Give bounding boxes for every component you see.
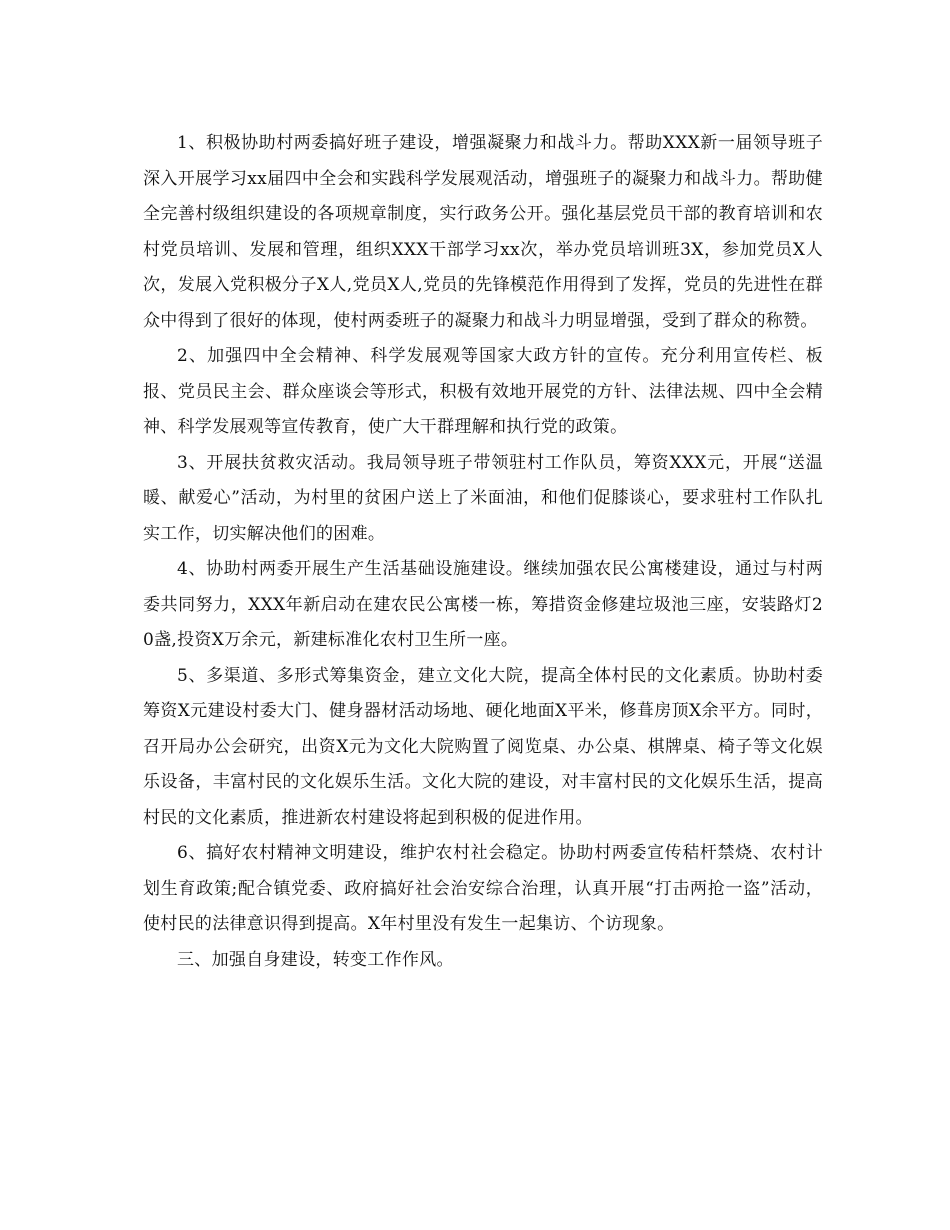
paragraph-6: 6、搞好农村精神文明建设，维护农村社会稳定。协助村两委宣传秸杆禁烧、农村计划生育政策;配合镇党委、政府搞好社会治安综合治理，认真开展“打击两抢一盗”活动，使村民的法律意识得到提高。X年村里没有发生一起集访、个访现象。 [143, 843, 823, 934]
paragraph-3: 3、开展扶贫救灾活动。我局领导班子带领驻村工作队员，筹资XXX元，开展“送温暖、献爱心”活动，为村里的贫困户送上了米面油，和他们促膝谈心，要求驻村工作队扎实工作，切实解决他们的困难。 [143, 452, 823, 544]
section-heading: 三、加强自身建设，转变工作作风。 [177, 949, 454, 970]
paragraph-2: 2、加强四中全会精神、科学发展观等国家大政方针的宣传。充分利用宣传栏、板报、党员民主会、群众座谈会等形式，积极有效地开展党的方针、法律法规、四中全会精神、科学发展观等宣传教育，使广大干群理解和执行党的政策。 [143, 346, 823, 437]
paragraph-5: 5、多渠道、多形式筹集资金，建立文化大院，提高全体村民的文化素质。协助村委筹资X元建设村委大门、健身器材活动场地、硬化地面X平米，修葺房顶X余平方。同时，召开局办公会研究，出资X元为文化大院购置了阅览桌、办公桌、棋牌桌、椅子等文化娱乐设备，丰富村民的文化娱乐生活。文化大院的建设，对丰富村民的文化娱乐生活，提高村民的文化素质，推进新农村建设将起到积极的促进作用。 [143, 665, 823, 828]
paragraph-1: 1、积极协助村两委搞好班子建设，增强凝聚力和战斗力。帮助XXX新一届领导班子深入开展学习xx届四中全会和实践科学发展观活动，增强班子的凝聚力和战斗力。帮助健全完善村级组织建设的各项规章制度，实行政务公开。强化基层党员干部的教育培训和农村党员培训、发展和管理，组织XXX干部学习xx次，举办党员培训班3X，参加党员X人次，发展入党积极分子X人,党员X人,党员的先锋模范作用得到了发挥，党员的先进性在群众中得到了很好的体现，使村两委班子的凝聚力和战斗力明显增强，受到了群众的称赞。 [143, 133, 823, 331]
paragraph-4: 4、协助村两委开展生产生活基础设施建设。继续加强农民公寓楼建设，通过与村两委共同努力，XXX年新启动在建农民公寓楼一栋，筹措资金修建垃圾池三座，安装路灯20盏,投资X万余元，新建标准化农村卫生所一座。 [143, 559, 823, 650]
document-body [143, 126, 823, 978]
